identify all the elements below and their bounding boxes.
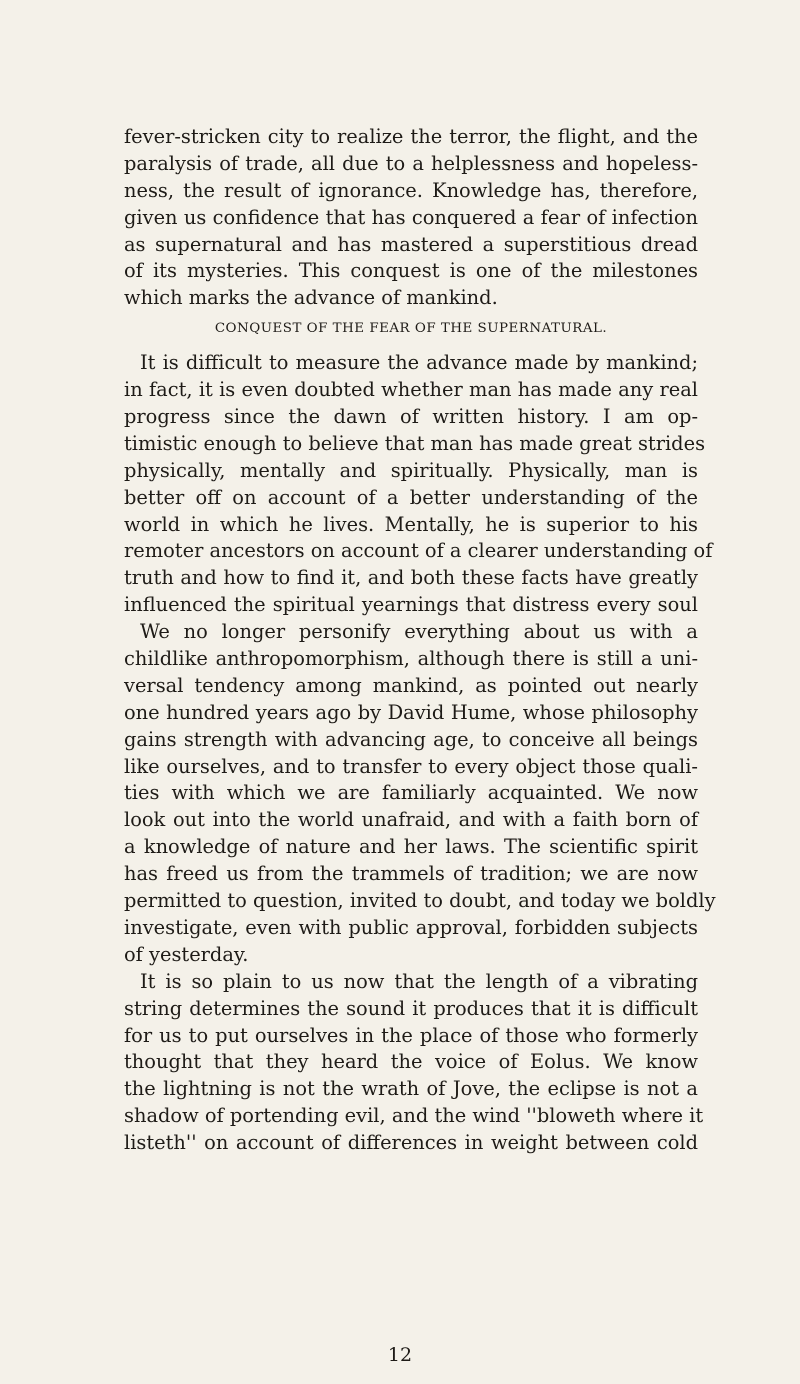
text-line: better off on account of a better understanding of the	[124, 485, 698, 509]
text-line: permitted to question, invited to doubt, and today we boldly	[124, 889, 716, 913]
text-line: for us to put ourselves in the place of those who formerly	[124, 1023, 698, 1047]
text-line: listeth'' on account of differences in weight between cold	[124, 1131, 698, 1155]
text-line: truth and how to find it, and both these facts have greatly	[124, 566, 698, 590]
text-line: ties with which we are familiarly acquainted. We now	[124, 781, 698, 805]
page-number: 12	[387, 1344, 413, 1366]
paragraph-2	[124, 350, 713, 619]
section-heading: CONQUEST OF THE FEAR OF THE SUPERNATURAL.	[214, 321, 608, 337]
paragraph-1	[124, 124, 698, 312]
text-line: of its mysteries. This conquest is one of the milestones	[124, 259, 698, 283]
text-line: one hundred years ago by David Hume, whose philosophy	[124, 700, 698, 724]
text-line: timistic enough to believe that man has made great strides	[124, 431, 706, 455]
text-line: paralysis of trade, all due to a helplessness and hopeless-	[124, 151, 698, 175]
body-text	[124, 124, 716, 1157]
text-line: investigate, even with public approval, forbidden subjects	[124, 915, 698, 939]
text-line: It is so plain to us now that the length of a vibrating	[140, 969, 698, 993]
text-line: string determines the sound it produces that it is difficult	[124, 996, 698, 1020]
text-line: as supernatural and has mastered a superstitious dread	[124, 232, 698, 256]
text-line: remoter ancestors on account of a clearer understanding of	[124, 539, 713, 563]
text-line: the lightning is not the wrath of Jove, the eclipse is not a	[124, 1077, 698, 1101]
text-line: childlike anthropomorphism, although there is still a uni-	[124, 647, 698, 671]
text-line: look out into the world unafraid, and with a faith born of	[124, 808, 698, 832]
text-line: physically, mentally and spiritually. Physically, man is	[124, 458, 698, 482]
text-line: a knowledge of nature and her laws. The scientific spirit	[124, 835, 698, 859]
text-line: in fact, it is even doubted whether man has made any real	[124, 378, 698, 402]
text-line: given us confidence that has conquered a fear of infection	[124, 205, 698, 229]
text-line: shadow of portending evil, and the wind ''bloweth where it	[124, 1104, 704, 1128]
text-line: It is difficult to measure the advance made by mankind;	[140, 351, 698, 375]
text-line: has freed us from the trammels of tradition; we are now	[124, 862, 698, 886]
text-line: progress since the dawn of written history. I am op-	[124, 405, 698, 429]
text-line: versal tendency among mankind, as pointed out nearly	[124, 673, 698, 697]
paragraph-3	[124, 619, 716, 969]
text-line: influenced the spiritual yearnings that distress every soul	[124, 593, 698, 617]
paragraph-4	[124, 969, 704, 1157]
text-line: thought that they heard the voice of Eolus. We know	[124, 1050, 698, 1074]
text-line: world in which he lives. Mentally, he is superior to his	[124, 512, 698, 536]
text-line: of yesterday.	[124, 942, 249, 966]
text-line: like ourselves, and to transfer to every object those quali-	[124, 754, 698, 778]
text-line: ness, the result of ignorance. Knowledge has, therefore,	[124, 178, 698, 202]
text-line: gains strength with advancing age, to conceive all beings	[124, 727, 698, 751]
text-line: fever-stricken city to realize the terror, the flight, and the	[124, 125, 698, 148]
text-line: which marks the advance of mankind.	[124, 286, 498, 310]
text-line: We no longer personify everything about us with a	[140, 620, 698, 644]
